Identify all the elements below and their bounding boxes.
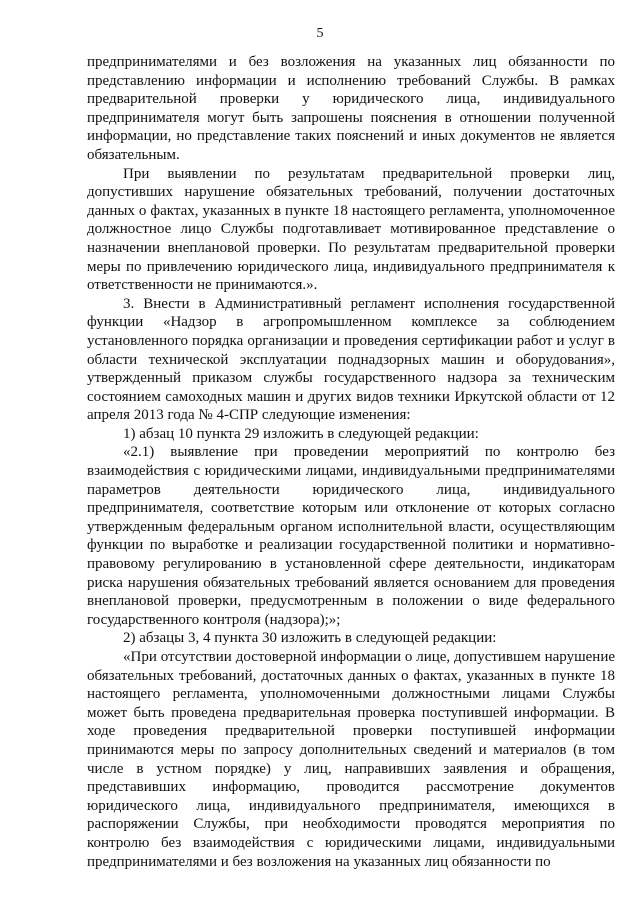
paragraph-subitem-2: 2) абзацы 3, 4 пункта 30 изложить в следующей редакции: [123,630,497,647]
paragraph-preliminary-check-result: При выявлении по результатам предварительной проверки лиц, допустивших нарушение обязательных требований, получении достаточных данных о фактах, указанных в пункте 18 настоящего регламента, уполномоченное должностное лицо Службы подготавливает мотивированное представление о назначении внеплановой проверки. По результатам предварительной проверки меры по привлечению юридического лица, индивидуального предпринимателя к ответственности не принимаются.». [87,165,615,294]
paragraph-subitem-1: 1) абзац 10 пункта 29 изложить в следующей редакции: [123,425,479,442]
paragraph-continuation: предпринимателями и без возложения на указанных лиц обязанности по представлению информации и исполнению требований Службы. В рамках предварительной проверки у юридического лица, индивидуального предпринимателя могут быть запрошены пояснения в отношении полученной информации, но представление таких пояснений и иных документов не является обязательным. [87,54,615,163]
page-number: 5 [316,26,324,41]
paragraph-item-3-amendments: 3. Внести в Административный регламент исполнения государственной функции «Надзор в агропромышленном комплексе за соблюдением установленного порядка организации и проведения сертификации работ и услуг в области технической эксплуатации поднадзорных машин и оборудования», утвержденный приказом службы государственного надзора за техническим состоянием самоходных машин и других видов техники Иркутской области от 12 апреля 2013 года № 4-СПР следующие изменения: [87,295,615,424]
document-body [87,53,615,871]
paragraph-quote-2-1: «2.1) выявление при проведении мероприятий по контролю без взаимодействия с юридическими лицами, индивидуальными предпринимателями параметров деятельности юридического лица, индивидуального предпринимателя, соответствие которым или отклонение от которых согласно утвержденным федеральным органом исполнительной власти, осуществляющим функции по выработке и реализации государственной политики и нормативно-правовому регулированию в установленной сфере деятельности, индикаторам риска нарушения обязательных требований является основанием для проведения внеплановой проверки, предусмотренным в положении о виде федерального государственного контроля (надзора);»; [87,444,615,628]
paragraph-quote-no-reliable-info: «При отсутствии достоверной информации о лице, допустившем нарушение обязательных требований, достаточных данных о фактах, указанных в пункте 18 настоящего регламента, уполномоченными должностными лицами Службы может быть проведена предварительная проверка поступившей информации. В ходе проведения предварительной проверки поступившей информации принимаются меры по запросу дополнительных сведений и материалов (в том числе в устном порядке) у лиц, направивших заявления и обращения, представивших информацию, проводится рассмотрение документов юридического лица, индивидуального предпринимателя, имеющихся в распоряжении Службы, при необходимости проводятся мероприятия по контролю без взаимодействия с юридическими лицами, индивидуальными предпринимателями и без возложения на указанных лиц обязанности по [87,649,615,870]
